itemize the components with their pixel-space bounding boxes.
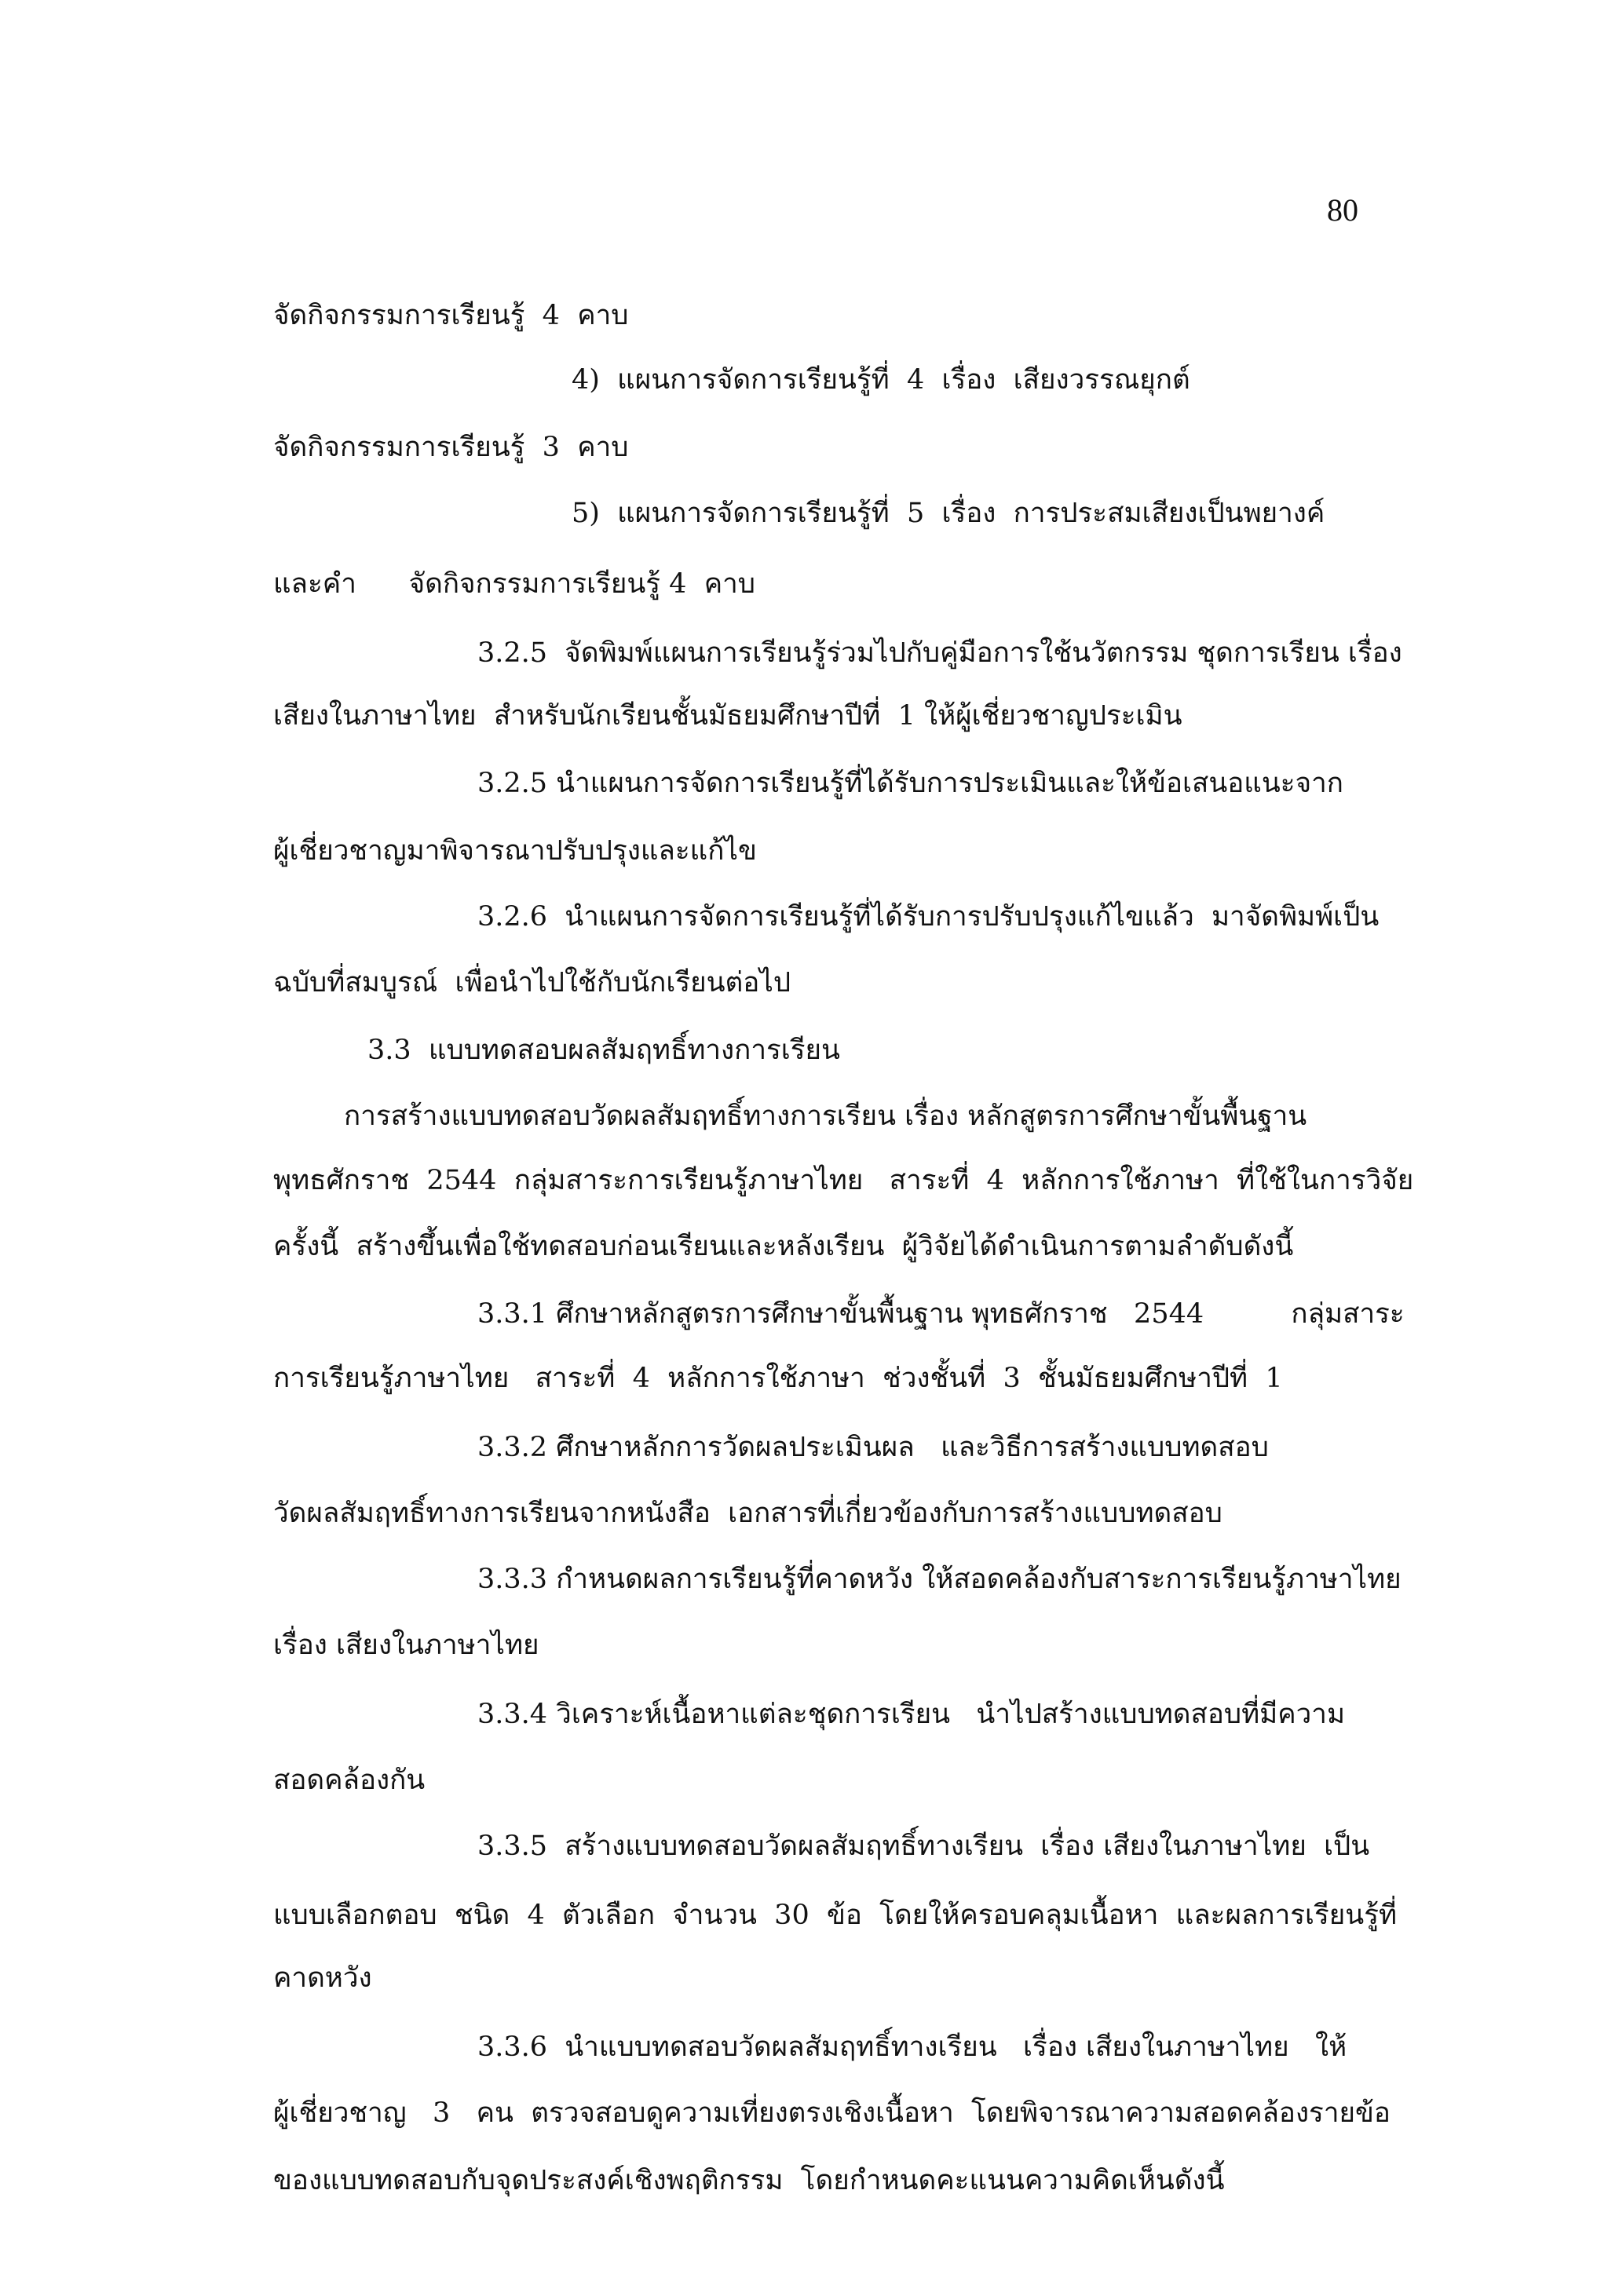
page-number: 80: [1327, 192, 1358, 228]
text-line: 5) แผนการจัดการเรียนรู้ที่ 5 เรื่อง การประสมเสียงเป็นพยางค์: [572, 498, 1325, 529]
text-line: แบบเลือกตอบ ชนิด 4 ตัวเลือก จำนวน 30 ข้อ โดยให้ครอบคลุมเนื้อหา และผลการเรียนรู้ที่: [273, 1900, 1398, 1931]
text-line: ฉบับที่สมบูรณ์ เพื่อนำไปใช้กับนักเรียนต่อไป: [273, 967, 791, 998]
text-line: การเรียนรู้ภาษาไทย สาระที่ 4 หลักการใช้ภาษา ช่วงชั้นที่ 3 ชั้นมัธยมศึกษาปีที่ 1: [273, 1363, 1283, 1394]
text-line: จัดกิจกรรมการเรียนรู้ 4 คาบ: [273, 300, 629, 331]
text-line: ครั้งนี้ สร้างขึ้นเพื่อใช้ทดสอบก่อนเรียนและหลังเรียน ผู้วิจัยได้ดำเนินการตามลำดับดังนี้: [273, 1231, 1294, 1262]
text-line: ผู้เชี่ยวชาญ 3 คน ตรวจสอบดูความเที่ยงตรงเชิงเนื้อหา โดยพิจารณาความสอดคล้องรายข้อ: [273, 2097, 1391, 2129]
text-line: 3.3.3 กำหนดผลการเรียนรู้ที่คาดหวัง ให้สอดคล้องกับสาระการเรียนรู้ภาษาไทย: [477, 1564, 1402, 1595]
text-line: 3.3.6 นำแบบทดสอบวัดผลสัมฤทธิ์ทางเรียน เรื่อง เสียงในภาษาไทย ให้: [477, 2031, 1347, 2063]
text-line: วัดผลสัมฤทธิ์ทางการเรียนจากหนังสือ เอกสารที่เกี่ยวข้องกับการสร้างแบบทดสอบ: [273, 1498, 1222, 1529]
text-line: 3.3.1 ศึกษาหลักสูตรการศึกษาขั้นพื้นฐาน พุทธศักราช 2544 กลุ่มสาระ: [477, 1298, 1405, 1330]
text-line: และคำ จัดกิจกรรมการเรียนรู้ 4 คาบ: [273, 568, 755, 600]
text-line: จัดกิจกรรมการเรียนรู้ 3 คาบ: [273, 432, 629, 463]
text-line: 3.3 แบบทดสอบผลสัมฤทธิ์ทางการเรียน: [367, 1035, 840, 1066]
text-line: ของแบบทดสอบกับจุดประสงค์เชิงพฤติกรรม โดยกำหนดคะแนนความคิดเห็นดังนี้: [273, 2165, 1225, 2196]
text-line: 3.2.5 นำแผนการจัดการเรียนรู้ที่ได้รับการประเมินและให้ข้อเสนอแนะจาก: [477, 768, 1343, 799]
text-line: 3.3.5 สร้างแบบทดสอบวัดผลสัมฤทธิ์ทางเรียน เรื่อง เสียงในภาษาไทย เป็น: [477, 1831, 1370, 1862]
text-line: 3.2.6 นำแผนการจัดการเรียนรู้ที่ได้รับการปรับปรุงแก้ไขแล้ว มาจัดพิมพ์เป็น: [477, 901, 1380, 933]
text-line: การสร้างแบบทดสอบวัดผลสัมฤทธิ์ทางการเรียน เรื่อง หลักสูตรการศึกษาขั้นพื้นฐาน: [344, 1101, 1307, 1132]
text-line: เสียงในภาษาไทย สำหรับนักเรียนชั้นมัธยมศึกษาปีที่ 1 ให้ผู้เชี่ยวชาญประเมิน: [273, 700, 1182, 732]
text-line: 3.3.2 ศึกษาหลักการวัดผลประเมินผล และวิธีการสร้างแบบทดสอบ: [477, 1432, 1269, 1463]
text-line: พุทธศักราช 2544 กลุ่มสาระการเรียนรู้ภาษาไทย สาระที่ 4 หลักการใช้ภาษา ที่ใช้ในการวิจัย: [273, 1165, 1414, 1196]
text-line: 3.2.5 จัดพิมพ์แผนการเรียนรู้ร่วมไปกับคู่มือการใช้นวัตกรรม ชุดการเรียน เรื่อง: [477, 637, 1402, 669]
text-line: เรื่อง เสียงในภาษาไทย: [273, 1630, 539, 1661]
text-line: 3.3.4 วิเคราะห์เนื้อหาแต่ละชุดการเรียน นำไปสร้างแบบทดสอบที่มีความ: [477, 1699, 1346, 1730]
text-line: สอดคล้องกัน: [273, 1765, 426, 1796]
text-line: 4) แผนการจัดการเรียนรู้ที่ 4 เรื่อง เสียงวรรณยุกต์: [572, 364, 1190, 396]
text-line: คาดหวัง: [273, 1962, 372, 1994]
text-line: ผู้เชี่ยวชาญมาพิจารณาปรับปรุงและแก้ไข: [273, 835, 757, 867]
